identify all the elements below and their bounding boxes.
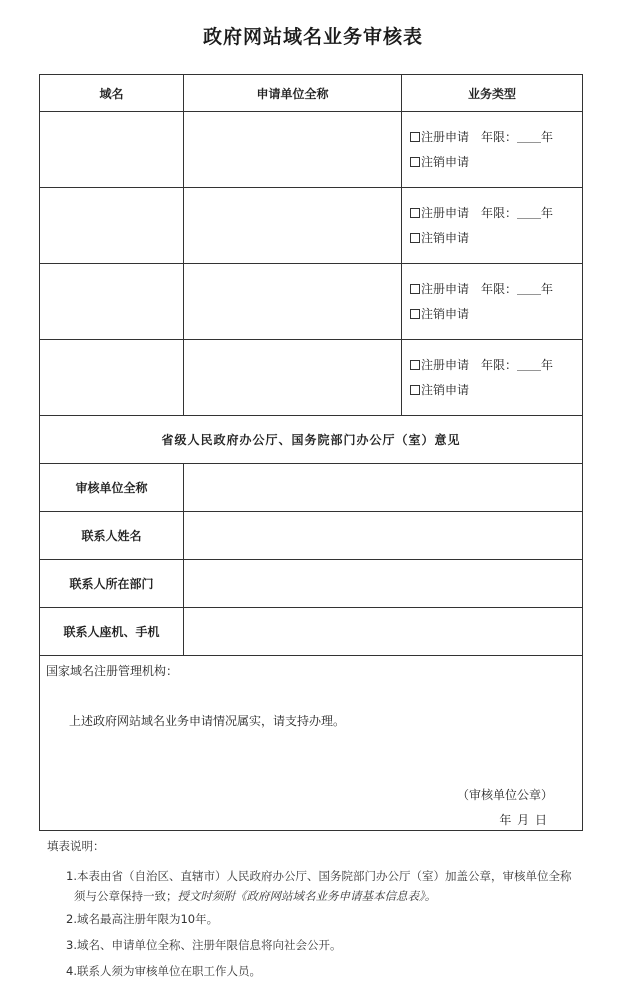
business-type-cell [402, 264, 583, 340]
applicant-column-header: 申请单位全称 [184, 75, 402, 112]
years-label: 年限： [481, 357, 518, 372]
contact-phone-field[interactable] [184, 608, 583, 656]
applicant-cell[interactable] [184, 340, 402, 416]
business-type-cell [402, 188, 583, 264]
years-unit: 年 [541, 281, 554, 296]
contact-dept-row [40, 560, 583, 608]
cancel-label: 注销申请 [421, 230, 470, 245]
years-blank[interactable]: ＿＿ [517, 129, 542, 144]
cancel-checkbox[interactable] [410, 157, 420, 167]
applicant-cell[interactable] [184, 188, 402, 264]
instruction-item-4: 4.联系人须为审核单位在职工作人员。 [66, 964, 261, 978]
domain-cell[interactable] [40, 188, 184, 264]
instructions [47, 838, 607, 984]
register-label: 注册申请 [421, 281, 470, 296]
register-checkbox[interactable] [410, 360, 420, 370]
contact-name-row [40, 512, 583, 560]
contact-phone-row [40, 608, 583, 656]
contact-name-field[interactable] [184, 512, 583, 560]
years-blank[interactable]: ＿＿ [517, 357, 542, 372]
opinion-section-heading: 省级人民政府办公厅、国务院部门办公厅（室）意见 [40, 416, 583, 464]
years-blank[interactable]: ＿＿ [517, 281, 542, 296]
cancel-label: 注销申请 [421, 382, 470, 397]
domain-cell[interactable] [40, 340, 184, 416]
applicant-cell[interactable] [184, 264, 402, 340]
instruction-item-2: 2.域名最高注册年限为10年。 [66, 912, 219, 926]
contact-dept-label: 联系人所在部门 [40, 560, 184, 608]
contact-name-label: 联系人姓名 [40, 512, 184, 560]
years-unit: 年 [541, 357, 554, 372]
domain-cell[interactable] [40, 112, 184, 188]
registry-cell [40, 656, 583, 831]
contact-phone-label: 联系人座机、手机 [40, 608, 184, 656]
application-row [40, 112, 583, 188]
application-row [40, 188, 583, 264]
years-label: 年限： [481, 281, 518, 296]
instructions-heading: 填表说明： [47, 839, 105, 853]
review-unit-field[interactable] [184, 464, 583, 512]
domain-cell[interactable] [40, 264, 184, 340]
contact-dept-field[interactable] [184, 560, 583, 608]
cancel-checkbox[interactable] [410, 233, 420, 243]
cancel-label: 注销申请 [421, 306, 470, 321]
domain-column-header: 域名 [40, 75, 184, 112]
registry-row [40, 656, 583, 831]
instruction-1-part-c: 授文时须附《政府网站域名业务申请基本信息表》。 [177, 889, 437, 903]
form-title: 政府网站域名业务审核表 [202, 26, 423, 48]
instruction-item-3: 3.域名、申请单位全称、注册年限信息将向社会公开。 [66, 938, 342, 952]
instruction-1-continuation [66, 886, 607, 906]
business-type-cell [402, 340, 583, 416]
seal-label: （审核单位公章） [456, 788, 553, 802]
review-form-table [39, 74, 583, 831]
business-type-cell [402, 112, 583, 188]
registry-label: 国家域名注册管理机构： [46, 664, 179, 678]
years-unit: 年 [541, 205, 554, 220]
register-label: 注册申请 [421, 357, 470, 372]
opinion-section-row [40, 416, 583, 464]
years-blank[interactable]: ＿＿ [517, 205, 542, 220]
register-checkbox[interactable] [410, 208, 420, 218]
cancel-label: 注销申请 [421, 154, 470, 169]
instruction-1-text: 1.本表由省（自治区、直辖市）人民政府办公厅、国务院部门办公厅（室）加盖公章，审核单位全称 [66, 869, 572, 883]
years-unit: 年 [541, 129, 554, 144]
register-checkbox[interactable] [410, 132, 420, 142]
application-row [40, 340, 583, 416]
business-type-column-header: 业务类型 [402, 75, 583, 112]
register-label: 注册申请 [421, 129, 470, 144]
application-row [40, 264, 583, 340]
register-label: 注册申请 [421, 205, 470, 220]
instruction-item-1 [66, 866, 607, 906]
date-label: 年 月 日 [499, 813, 548, 827]
cancel-checkbox[interactable] [410, 385, 420, 395]
years-label: 年限： [481, 205, 518, 220]
review-unit-row [40, 464, 583, 512]
years-label: 年限： [481, 129, 518, 144]
register-checkbox[interactable] [410, 284, 420, 294]
statement-text: 上述政府网站域名业务申请情况属实，请支持办理。 [69, 714, 346, 728]
review-unit-label: 审核单位全称 [40, 464, 184, 512]
instruction-1-part-b: 须与公章保持一致； [74, 889, 178, 903]
header-row [40, 75, 583, 112]
applicant-cell[interactable] [184, 112, 402, 188]
cancel-checkbox[interactable] [410, 309, 420, 319]
